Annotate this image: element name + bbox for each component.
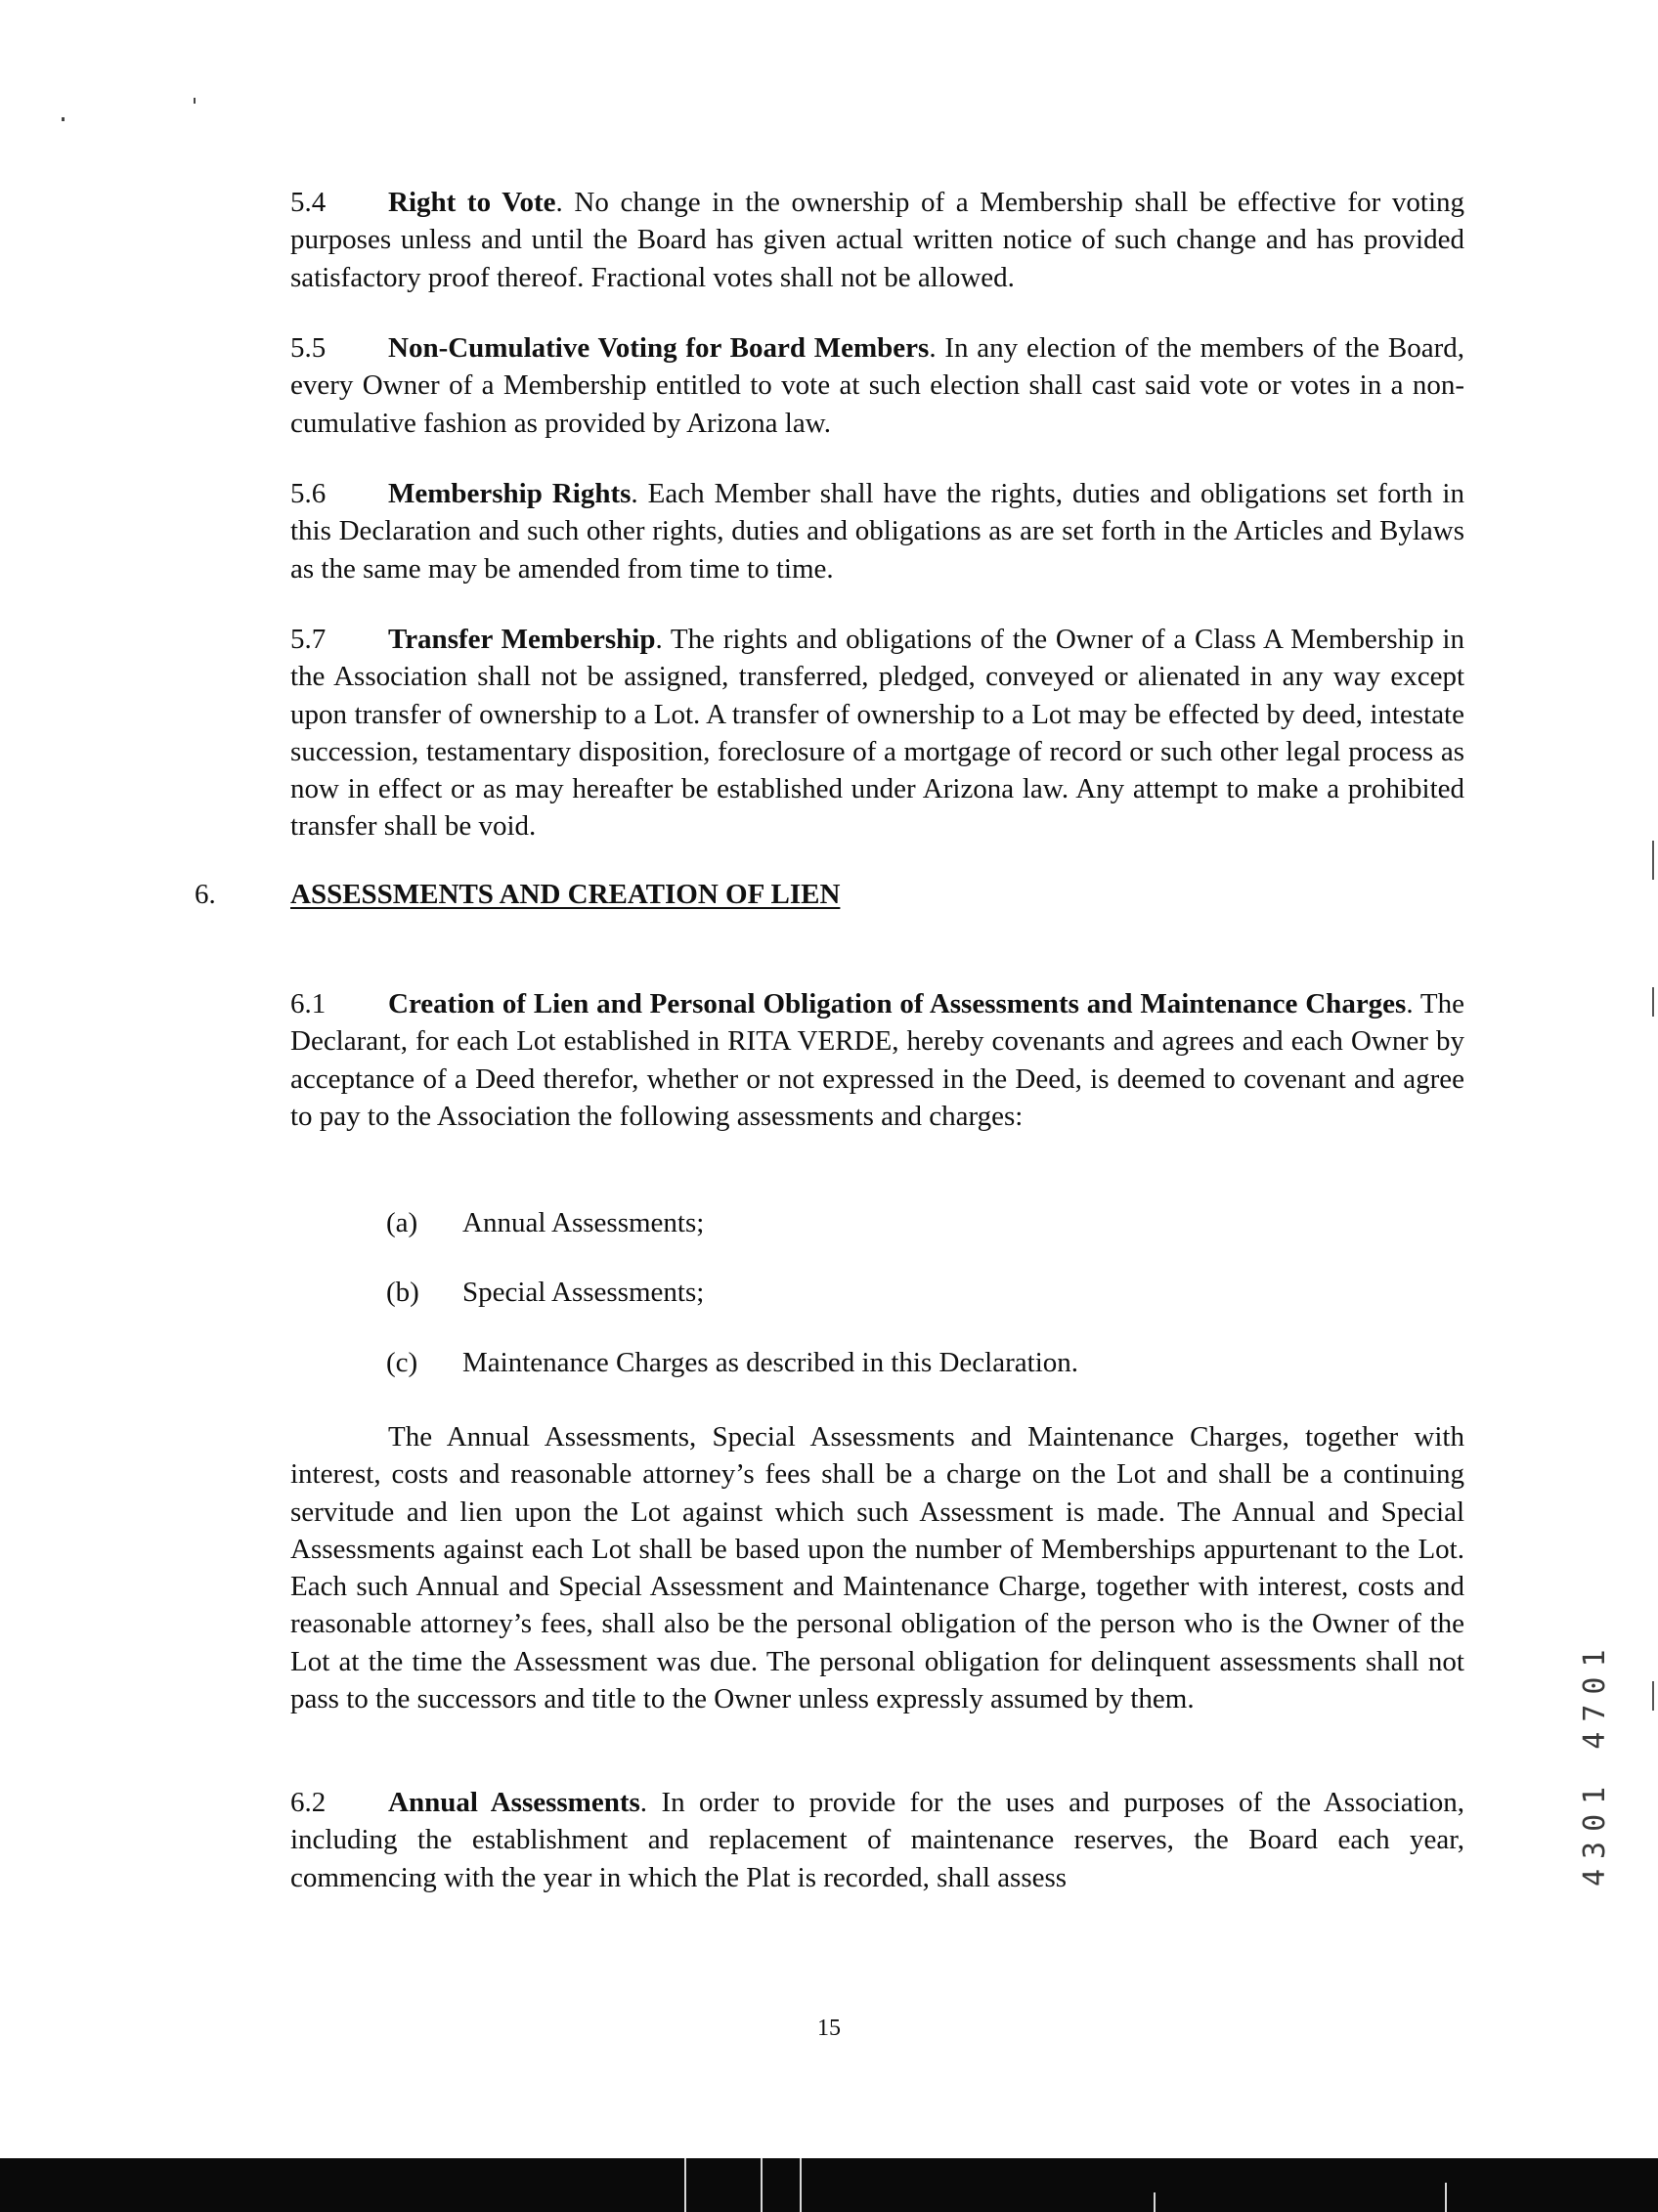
- section-body: . In order to provide for the uses and purposes of the Association, including the establishment and replacement of maintenance reserves, the Board each year, commencing with the year in which the Plat is recorded, shall assess: [290, 1787, 1465, 1893]
- section-number: 5.6: [290, 478, 327, 509]
- list-text: Annual Assessments;: [462, 1207, 705, 1238]
- page-number: 15: [817, 2016, 841, 2041]
- section-number: 6.2: [290, 1787, 327, 1818]
- section-body: . The rights and obligations of the Owner of a Class A Membership in the Association shall not be assigned, transferred, pledged, conveyed or alienated in any way except upon transfer of ownership to a Lot. A transfer of ownership to a Lot may be effected by deed, intestate succession, testamentary disposition, foreclosure of a mortgage of record or such other legal process as now in effect or as may hereafter be established under Arizona law. Any attempt to make a prohibited transfer shall be void.: [290, 624, 1464, 843]
- section-number: 6.1: [290, 988, 327, 1019]
- section-5-7: [290, 621, 1464, 846]
- list-item: [386, 1274, 704, 1311]
- section-title: Transfer Membership: [388, 624, 656, 655]
- section-body: . Each Member shall have the rights, duties and obligations set forth in this Declaration and such other rights, duties and obligations as are set forth in the Articles and Bylaws as the same may be amended from time to time.: [290, 478, 1464, 585]
- list-text: Special Assessments;: [462, 1277, 705, 1308]
- scan-footer-band: [0, 2158, 1658, 2212]
- list-label: (a): [386, 1207, 418, 1238]
- scan-footer-mark: [1154, 2192, 1156, 2212]
- section-5-4: [290, 184, 1464, 296]
- scan-speck: [194, 98, 196, 104]
- section-6-heading: [195, 876, 840, 913]
- assessments-paragraph: The Annual Assessments, Special Assessments and Maintenance Charges, together with interest, costs and reasonable attorney’s fees shall be a charge on the Lot and shall be a continuing servitude and lien upon the Lot against which such Assessment is made. The Annual and Special Assessments against each Lot shall be based upon the number of Memberships appurtenant to the Lot. Each such Annual and Special Assessment and Maintenance Charge, together with interest, costs and reasonable attorney’s fees, shall also be the personal obligation of the person who is the Owner of the Lot at the time the Assessment was due. The personal obligation for delinquent assessments shall not pass to the successors and title to the Owner unless expressly assumed by them.: [290, 1421, 1464, 1715]
- scan-footer-mark: [684, 2158, 686, 2212]
- list-text: Maintenance Charges as described in this Declaration.: [462, 1347, 1078, 1378]
- scan-speck: [62, 117, 65, 121]
- section-title: Right to Vote: [388, 187, 556, 218]
- list-item: [386, 1344, 1078, 1381]
- section-title: ASSESSMENTS AND CREATION OF LIEN: [290, 879, 841, 910]
- recording-stamp: 4301 4701: [1578, 1639, 1612, 1887]
- section-title: Creation of Lien and Personal Obligation of Assessments and Maintenance Charges: [388, 988, 1407, 1019]
- section-title: Annual Assessments: [388, 1787, 640, 1818]
- list-item: [386, 1204, 704, 1241]
- scan-footer-mark: [761, 2158, 763, 2212]
- section-body: . In any election of the members of the Board, every Owner of a Membership entitled to vote at such election shall cast said vote or votes in a non-cumulative fashion as provided by Arizona law.: [290, 332, 1464, 439]
- section-5-6: [290, 475, 1464, 587]
- section-5-5: [290, 329, 1464, 442]
- section-body: . No change in the ownership of a Membership shall be effective for voting purposes unless and until the Board has given actual written notice of such change and has provided satisfactory proof thereof. Fractional votes shall not be allowed.: [290, 187, 1465, 293]
- scan-footer-mark: [1445, 2183, 1447, 2212]
- section-title: Non-Cumulative Voting for Board Members: [388, 332, 930, 364]
- list-label: (b): [386, 1277, 419, 1308]
- section-body: . The Declarant, for each Lot established in RITA VERDE, hereby covenants and agrees and each Owner by acceptance of a Deed therefor, whether or not expressed in the Deed, is deemed to covenant and agree to pay to the Association the following assessments and charges:: [290, 988, 1464, 1132]
- scan-edge-mark: [1652, 987, 1654, 1017]
- scan-edge-mark: [1652, 1681, 1654, 1711]
- section-number: 6.: [195, 879, 216, 910]
- section-6-2: [290, 1784, 1464, 1896]
- section-number: 5.4: [290, 187, 327, 218]
- section-title: Membership Rights: [388, 478, 632, 509]
- section-number: 5.7: [290, 624, 327, 655]
- section-6-1: [290, 985, 1464, 1135]
- scan-footer-mark: [800, 2158, 802, 2212]
- section-number: 5.5: [290, 332, 327, 364]
- list-label: (c): [386, 1347, 418, 1378]
- scan-edge-mark: [1652, 841, 1654, 880]
